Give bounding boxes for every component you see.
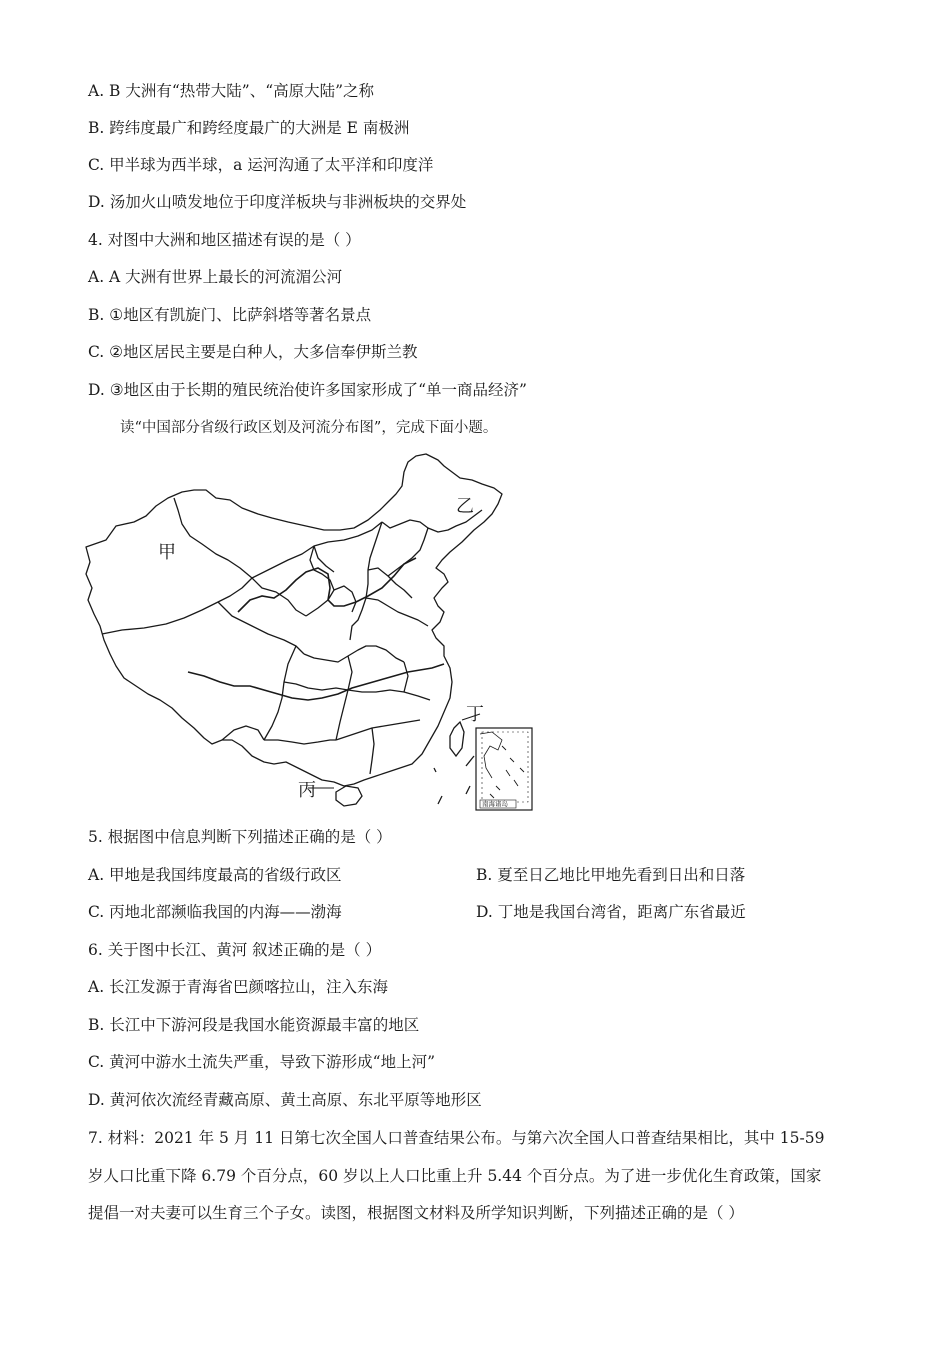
q7-line-3: 提倡一对夫妻可以生育三个子女。读图，根据图文材料及所学知识判断，下列描述正确的是（ ） — [88, 1204, 744, 1222]
q4-option-b: B. ①地区有凯旋门、比萨斜塔等著名景点 — [88, 306, 372, 324]
china-province-river-map — [82, 450, 542, 815]
q6-option-c: C. 黄河中游水土流失严重，导致下游形成“地上河” — [88, 1053, 436, 1071]
china-outline — [86, 454, 502, 786]
q5-option-a: A. 甲地是我国纬度最高的省级行政区 — [88, 866, 342, 884]
q4-option-a: A. A 大洲有世界上最长的河流湄公河 — [88, 268, 343, 286]
q3-option-b: B. 跨纬度最广和跨经度最广的大洲是 E 南极洲 — [88, 119, 410, 137]
q3-option-a: A. B 大洲有“热带大陆”、“高原大陆”之称 — [88, 82, 375, 100]
q5-option-b: B. 夏至日乙地比甲地先看到日出和日落 — [476, 866, 746, 884]
q7-line-1: 7. 材料：2021 年 5 月 11 日第七次全国人口普查结果公布。与第六次全国人口普查结果相比，其中 15-59 — [88, 1129, 825, 1147]
q3-option-c: C. 甲半球为西半球，a 运河沟通了太平洋和印度洋 — [88, 156, 434, 174]
q5-option-c: C. 丙地北部濒临我国的内海——渤海 — [88, 903, 342, 921]
map-label-bing: 丙 — [298, 780, 316, 801]
q4-stem: 4. 对图中大洲和地区描述有误的是（ ） — [88, 231, 361, 249]
q5-option-d: D. 丁地是我国台湾省，距离广东省最近 — [476, 903, 746, 921]
taiwan-island — [450, 722, 464, 756]
q6-option-d: D. 黄河依次流经青藏高原、黄土高原、东北平原等地形区 — [88, 1091, 482, 1109]
q6-stem: 6. 关于图中长江、黄河 叙述正确的是（ ） — [88, 941, 382, 959]
map-label-yi: 乙 — [456, 496, 474, 517]
q5-stem: 5. 根据图中信息判断下列描述正确的是（ ） — [88, 828, 392, 846]
q6-option-a: A. 长江发源于青海省巴颜喀拉山，注入东海 — [88, 978, 389, 996]
map-label-jia: 甲 — [158, 542, 176, 563]
inset-caption: 南海诸岛 — [482, 800, 508, 808]
hainan-island — [336, 786, 362, 806]
south-china-sea-inset — [476, 728, 532, 810]
map-intro: 读“中国部分省级行政区划及河流分布图”，完成下面小题。 — [120, 420, 498, 436]
q7-line-2: 岁人口比重下降 6.79 个百分点，60 岁以上人口比重上升 5.44 个百分点。为了进一步优化生育政策，国家 — [88, 1167, 822, 1185]
q4-option-c: C. ②地区居民主要是白种人，大多信奉伊斯兰教 — [88, 343, 418, 361]
map-label-ding: 丁 — [466, 704, 484, 725]
q3-option-d: D. 汤加火山喷发地位于印度洋板块与非洲板块的交界处 — [88, 193, 467, 211]
q4-option-d: D. ③地区由于长期的殖民统治使许多国家形成了“单一商品经济” — [88, 381, 527, 399]
q6-option-b: B. 长江中下游河段是我国水能资源最丰富的地区 — [88, 1016, 420, 1034]
